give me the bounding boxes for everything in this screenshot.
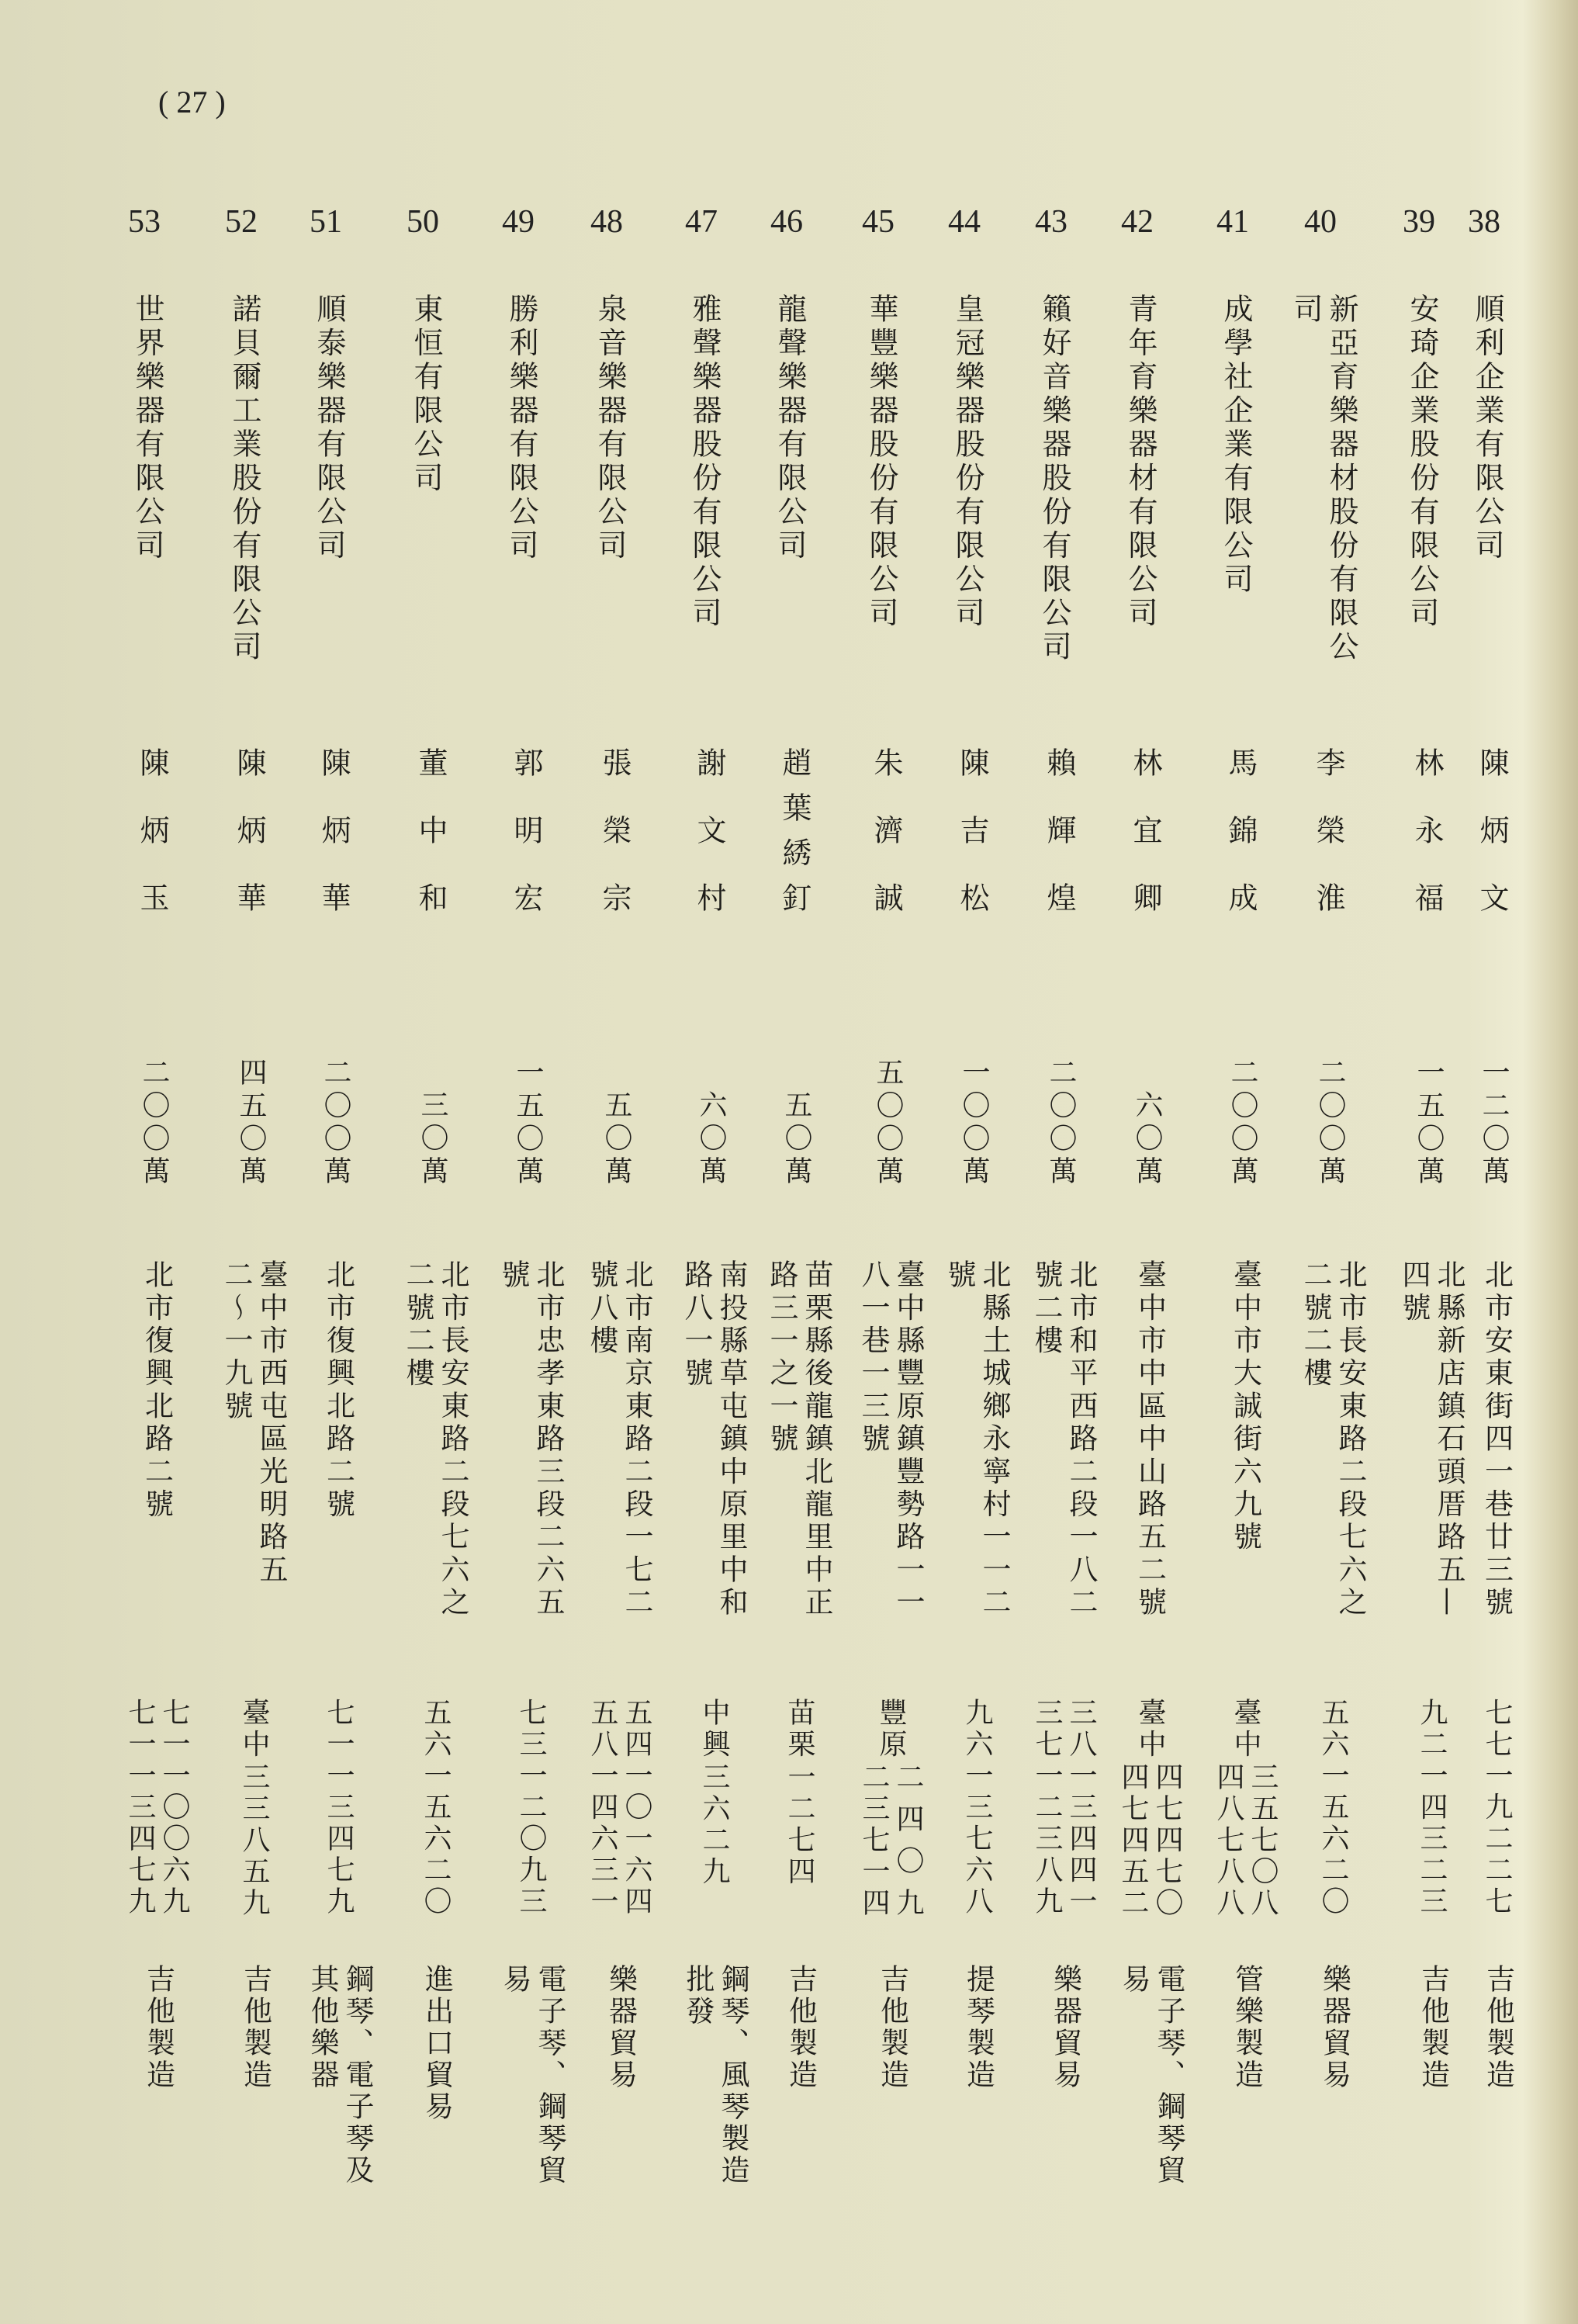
representative: 陳炳華 (232, 747, 266, 912)
address: 臺中市西屯區光明路五二〜一九號 (220, 1259, 288, 1587)
business: 吉他製造 (875, 1964, 909, 2091)
capital: 三〇萬 (417, 1090, 448, 1189)
phone-number: 四八七八八 (1213, 1762, 1244, 1920)
phone-number: 五四一〇一六四 (621, 1698, 652, 1918)
phone-number: 九六一三七六八 (961, 1698, 993, 1918)
company-name: 東恒有限公司 (409, 293, 443, 496)
phone (123, 1698, 191, 1918)
phone-number: 九二一四三二三 (1416, 1698, 1448, 1918)
company-name: 雅聲樂器股份有限公司 (687, 293, 722, 631)
phone-number: 七七一九二二七 (1481, 1698, 1513, 1918)
phone-number: 一二七四 (784, 1762, 815, 1888)
phone-number: 三三八五九 (238, 1762, 270, 1920)
phone-numbers (237, 1762, 271, 1920)
capital: 二〇〇萬 (320, 1057, 351, 1189)
capital: 一五〇萬 (512, 1057, 544, 1189)
capital: 二〇〇萬 (1314, 1057, 1346, 1189)
company-name: 順泰樂器有限公司 (312, 293, 346, 563)
representative: 謝文村 (692, 747, 726, 912)
address: 北市復興北路二號 (321, 1259, 355, 1522)
capital: 一五〇萬 (1413, 1057, 1445, 1189)
phone-number: 七三一二〇九三 (515, 1698, 547, 1918)
company-name: 順利企業有限公司 (1470, 293, 1504, 563)
representative: 林宜卿 (1128, 747, 1162, 912)
company-name: 青年育樂器材有限公司 (1123, 293, 1158, 631)
capital: 五〇萬 (600, 1090, 632, 1189)
representative: 陳吉松 (955, 747, 989, 912)
phone-number: 四七四七〇 (1151, 1762, 1183, 1920)
capital: 五〇萬 (780, 1090, 812, 1189)
company-name: 籟好音樂器股份有限公司 (1037, 293, 1071, 665)
phone-numbers (514, 1698, 548, 1918)
entry-number: 50 (407, 204, 439, 240)
representative: 趙葉綉釘 (777, 747, 811, 912)
entry-number: 51 (310, 204, 342, 240)
business: 電子琴、鋼琴貿易 (1117, 1964, 1185, 2187)
capital: 二〇〇萬 (1227, 1057, 1258, 1189)
address: 南投縣草屯鎮中原里中和路八一號 (680, 1259, 748, 1620)
company-name: 華豐樂器股份有限公司 (864, 293, 898, 631)
phone-number: 四七四五二 (1117, 1762, 1149, 1920)
representative: 林永福 (1410, 747, 1444, 912)
entry-number: 38 (1468, 204, 1500, 240)
company-name: 皇冠樂器股份有限公司 (950, 293, 985, 631)
company-name: 安琦企業股份有限公司 (1405, 293, 1439, 631)
business: 吉他製造 (238, 1964, 272, 2091)
entry-number: 47 (685, 204, 718, 240)
entry-number: 45 (862, 204, 895, 240)
representative: 陳炳玉 (135, 747, 169, 912)
address: 苗栗縣後龍鎮北龍里中正路三一之一號 (765, 1259, 833, 1620)
company-name-cell (70, 293, 225, 666)
company-name: 成學社企業有限公司 (1219, 293, 1253, 597)
capital: 二〇〇萬 (1045, 1057, 1077, 1189)
phone-prefix: 中興 (698, 1698, 730, 1761)
company-name: 新亞育樂器材股份有限公司 (1289, 293, 1358, 665)
business: 吉他製造 (784, 1964, 818, 2091)
entry-number: 49 (502, 204, 535, 240)
phone-number: 五八一四六三一 (587, 1698, 618, 1918)
business: 管樂製造 (1230, 1964, 1264, 2091)
phone (1414, 1698, 1448, 1918)
capital: 四五〇萬 (235, 1057, 267, 1189)
representative: 董中和 (414, 747, 448, 912)
phone-prefix: 臺中 (238, 1698, 270, 1761)
address: 北市安東街四一巷廿三號 (1479, 1259, 1514, 1620)
representative: 陳炳文 (1475, 747, 1509, 912)
capital: 六〇萬 (1131, 1090, 1163, 1189)
capital-cell (76, 1055, 231, 1189)
address: 北市復興北路二號 (140, 1259, 174, 1522)
phone-prefix: 苗栗 (784, 1698, 815, 1761)
phone (418, 1698, 452, 1918)
representative: 陳炳華 (317, 747, 351, 912)
business: 提琴製造 (961, 1964, 995, 2091)
entry-number: 39 (1403, 204, 1435, 240)
business: 吉他製造 (1481, 1964, 1515, 2091)
address-cell (79, 1259, 234, 1621)
phone-numbers (697, 1762, 731, 1888)
phone-prefix: 豐原 (875, 1698, 907, 1761)
business: 樂器貿易 (1317, 1964, 1351, 2091)
phone-cell (79, 1698, 234, 1918)
phone (514, 1698, 548, 1918)
page-number: ( 27 ) (158, 85, 226, 119)
entry-53 (67, 0, 222, 2324)
phone-numbers (123, 1698, 191, 1918)
company-name: 世界樂器有限公司 (130, 293, 164, 563)
phone-number: 七一一三四七九 (323, 1698, 355, 1918)
phone-numbers (418, 1698, 452, 1918)
company-name: 勝利樂器有限公司 (504, 293, 538, 563)
phone-prefix: 臺中 (1230, 1698, 1261, 1761)
representative: 朱濟誠 (869, 747, 903, 912)
phone-number: 七一一〇〇六九 (158, 1698, 190, 1918)
business: 樂器貿易 (1048, 1964, 1082, 2091)
phone-number: 五六一五六二〇 (1317, 1698, 1349, 1918)
company-name: 諾貝爾工業股份有限公司 (227, 293, 261, 665)
business: 電子琴、鋼琴貿易 (498, 1964, 566, 2187)
phone-prefix: 臺中 (1134, 1698, 1166, 1761)
entry-number: 43 (1035, 204, 1068, 240)
representative: 馬錦成 (1223, 747, 1258, 912)
address: 臺中市中區中山路五二號 (1133, 1259, 1167, 1620)
address: 北縣新店鎮石頭厝路五—四號 (1397, 1259, 1466, 1620)
business: 樂器貿易 (604, 1964, 638, 2091)
phone (237, 1698, 271, 1920)
address: 臺中市大誠街六九號 (1228, 1259, 1262, 1554)
representative: 張榮宗 (597, 747, 632, 912)
representative: 郭明宏 (509, 747, 543, 912)
phone-numbers (1414, 1698, 1448, 1918)
company-name: 龍聲樂器有限公司 (773, 293, 807, 563)
address: 北市長安東路二段七六之二號二樓 (401, 1259, 469, 1620)
business: 鋼琴、電子琴及其他樂器 (306, 1964, 374, 2187)
entry-number: 40 (1304, 204, 1337, 240)
representative-cell (74, 747, 230, 912)
entry-number: 44 (948, 204, 981, 240)
address: 北縣土城鄉永寧村一一二號 (943, 1259, 1011, 1620)
capital: 五〇〇萬 (872, 1057, 904, 1189)
phone-number: 二三七一四 (858, 1762, 890, 1920)
entry-number: 41 (1216, 204, 1249, 240)
address: 北市和平西路二段一八二號二樓 (1030, 1259, 1098, 1620)
representative: 賴輝煌 (1042, 747, 1076, 912)
phone-number: 三八一三四四一 (1065, 1698, 1097, 1918)
phone-number: 五六一五六二〇 (420, 1698, 452, 1918)
phone-number: 三六二九 (698, 1762, 730, 1888)
company-name: 泉音樂器有限公司 (593, 293, 627, 563)
representative: 李榮淮 (1311, 747, 1345, 912)
business: 吉他製造 (141, 1964, 175, 2091)
address: 臺中縣豐原鎮豐勢路一一八一巷一三號 (856, 1259, 925, 1620)
business-cell (81, 1964, 236, 2188)
capital: 二〇〇萬 (138, 1057, 170, 1189)
address: 北市長安東路二段七六之二號二樓 (1299, 1259, 1367, 1620)
entry-number: 48 (590, 204, 623, 240)
capital: 一二〇萬 (1478, 1057, 1510, 1189)
phone (697, 1698, 731, 1888)
phone-number: 二四〇九 (892, 1762, 924, 1920)
entry-number: 42 (1121, 204, 1154, 240)
entry-number: 52 (225, 204, 258, 240)
business: 進出口貿易 (420, 1964, 454, 2123)
capital: 六〇萬 (695, 1090, 727, 1189)
business: 吉他製造 (1416, 1964, 1450, 2091)
entry-number: 53 (128, 204, 161, 240)
address: 北市南京東路二段一七二號八樓 (585, 1259, 653, 1620)
phone-number: 三五七〇八 (1247, 1762, 1279, 1920)
business: 鋼琴、風琴製造批發 (681, 1964, 749, 2187)
phone-number: 七一一三四七九 (124, 1698, 156, 1918)
capital: 一〇〇萬 (958, 1057, 990, 1189)
phone-number: 三七一二三八九 (1031, 1698, 1063, 1918)
address: 北市忠孝東路三段二六五號 (497, 1259, 565, 1620)
entry-number: 46 (770, 204, 803, 240)
